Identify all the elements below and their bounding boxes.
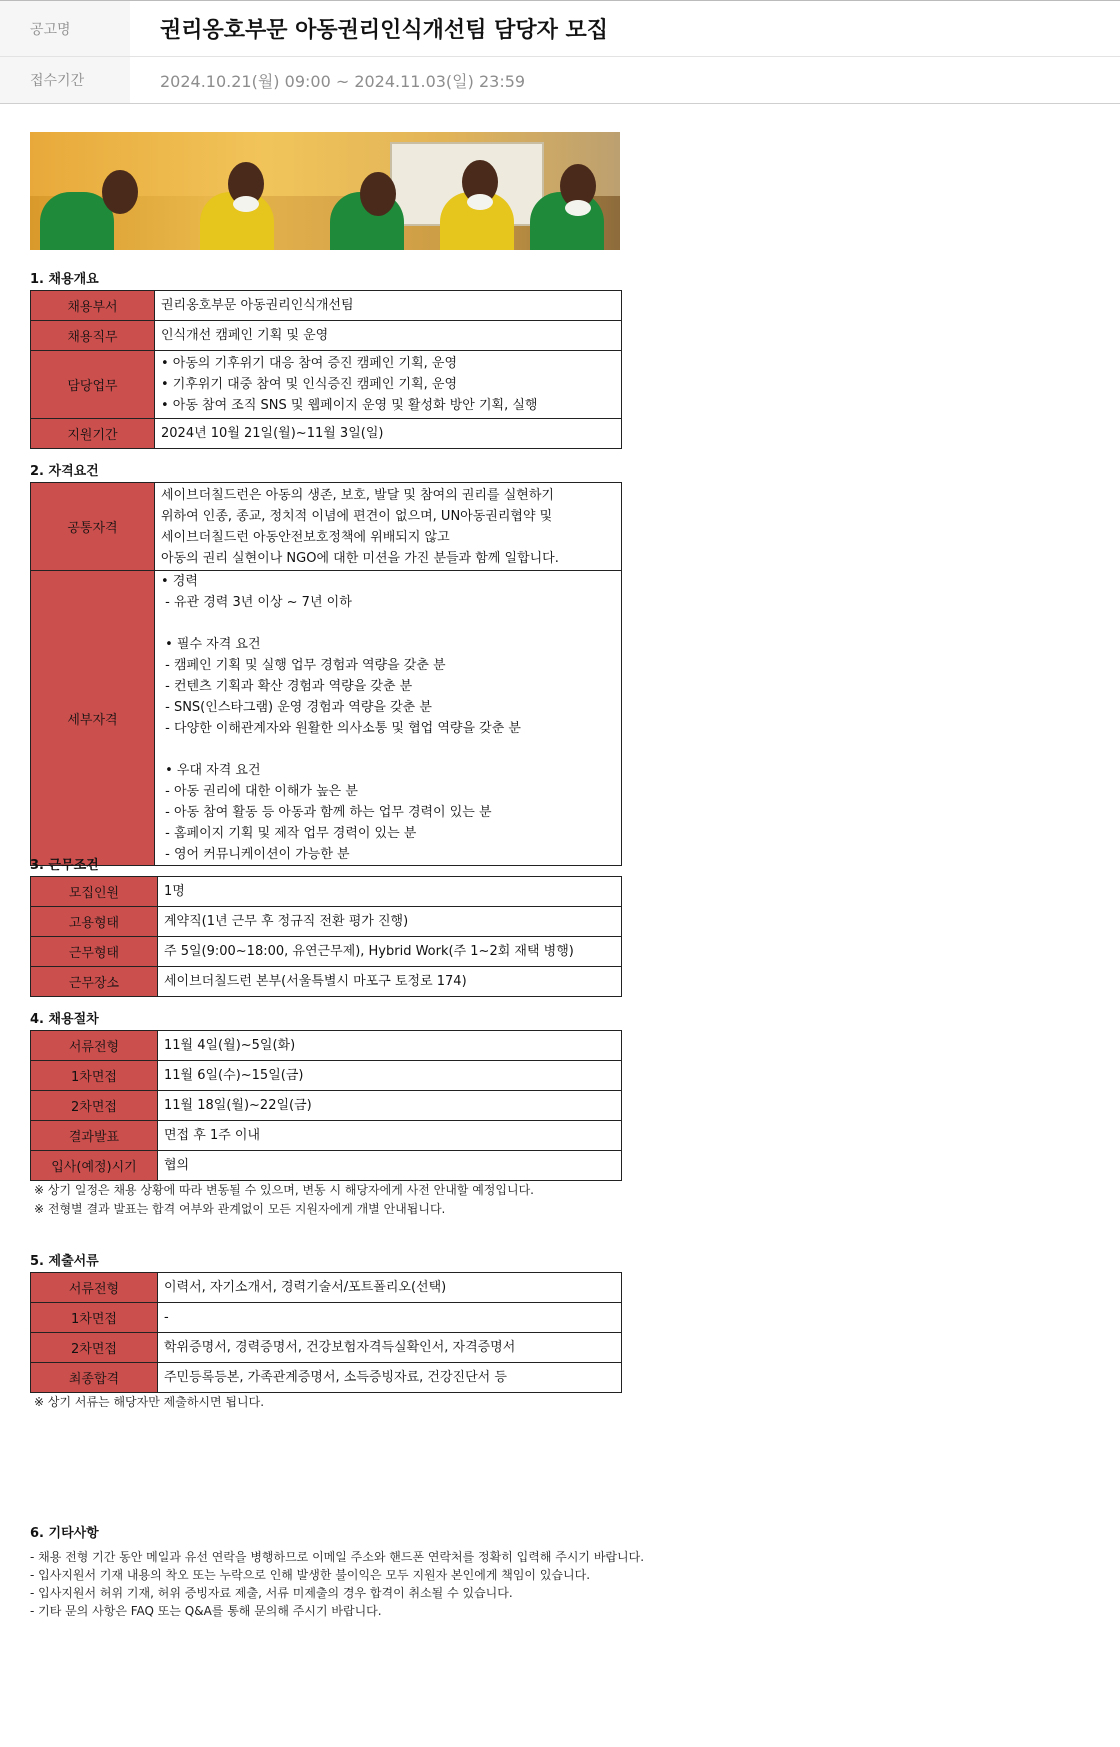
value-line: - 아동 권리에 대한 이해가 높은 분 bbox=[161, 784, 358, 799]
misc-line: - 입사지원서 기재 내용의 착오 또는 누락으로 인해 발생한 불이익은 모두 지원자 본인에게 책임이 있습니다. bbox=[30, 1568, 591, 1582]
value-line: 면접 후 1주 이내 bbox=[164, 1128, 261, 1143]
row-value bbox=[155, 419, 622, 449]
posting-content bbox=[30, 132, 670, 1618]
value-line: 학위증명서, 경력증명서, 건강보험자격득실확인서, 자격증명서 bbox=[164, 1340, 516, 1355]
row-label: 2차면접 bbox=[31, 1333, 158, 1363]
note-text: ※ 전형별 결과 발표는 합격 여부와 관계없이 모든 지원자에게 개별 안내됩니다. bbox=[34, 1202, 446, 1216]
row-label: 서류전형 bbox=[31, 1273, 158, 1303]
table-row bbox=[31, 351, 622, 419]
row-label: 세부자격 bbox=[31, 571, 155, 866]
table-row bbox=[31, 937, 622, 967]
table-row bbox=[31, 1031, 622, 1061]
row-value bbox=[155, 351, 622, 419]
value-line: 세이브더칠드런 아동안전보호정책에 위배되지 않고 bbox=[161, 529, 450, 545]
title-row bbox=[0, 1, 1120, 56]
value-line: - 아동 참여 활동 등 아동과 함께 하는 업무 경력이 있는 분 bbox=[161, 805, 492, 820]
value-line: 계약직(1년 근무 후 정규직 전환 평가 진행) bbox=[164, 914, 409, 929]
table-row bbox=[31, 877, 622, 907]
note-text: ※ 상기 서류는 해당자만 제출하시면 됩니다. bbox=[34, 1395, 265, 1409]
period-label: 접수기간 bbox=[0, 57, 130, 103]
section-s6 bbox=[30, 1524, 644, 1620]
table-row bbox=[31, 571, 622, 866]
value-line: 주 5일(9:00~18:00, 유연근무제), Hybrid Work(주 1~2회 재택 병행) bbox=[164, 944, 574, 959]
row-value bbox=[158, 1333, 622, 1363]
row-label: 근무장소 bbox=[31, 967, 158, 997]
row-value bbox=[158, 1151, 622, 1181]
table-row bbox=[31, 1151, 622, 1181]
section-heading: 4. 채용절차 bbox=[30, 1012, 99, 1027]
section-heading: 5. 제출서류 bbox=[30, 1254, 99, 1269]
value-line: 세이브더칠드런 본부(서울특별시 마포구 토정로 174) bbox=[164, 974, 467, 989]
row-value bbox=[158, 907, 622, 937]
s2-table bbox=[30, 482, 622, 866]
value-line: 협의 bbox=[164, 1158, 190, 1173]
value-line: • 우대 자격 요건 bbox=[161, 763, 261, 778]
section-heading: 2. 자격요건 bbox=[30, 464, 99, 479]
s5-table bbox=[30, 1272, 622, 1393]
row-label: 근무형태 bbox=[31, 937, 158, 967]
table-row bbox=[31, 1273, 622, 1303]
row-value bbox=[155, 291, 622, 321]
section-heading: 1. 채용개요 bbox=[30, 272, 99, 287]
table-row bbox=[31, 483, 622, 571]
value-line: • 아동의 기후위기 대응 참여 증진 캠페인 기획, 운영 bbox=[161, 356, 458, 371]
s4-table bbox=[30, 1030, 622, 1181]
row-value bbox=[158, 1273, 622, 1303]
row-label: 채용부서 bbox=[31, 291, 155, 321]
table-row bbox=[31, 1121, 622, 1151]
section-s3 bbox=[30, 856, 622, 997]
value-line: - 홈페이지 기획 및 제작 업무 경력이 있는 분 bbox=[161, 826, 417, 841]
value-line: 아동의 권리 실현이나 NGO에 대한 미션을 가진 분들과 함께 일합니다. bbox=[161, 550, 559, 566]
value-line: - 다양한 이해관계자와 원활한 의사소통 및 협업 역량을 갖춘 분 bbox=[161, 721, 521, 736]
value-line: • 필수 자격 요건 bbox=[161, 637, 261, 652]
table-row bbox=[31, 1091, 622, 1121]
row-label: 고용형태 bbox=[31, 907, 158, 937]
section-s2 bbox=[30, 462, 622, 866]
section-s4 bbox=[30, 1010, 622, 1219]
row-label: 채용직무 bbox=[31, 321, 155, 351]
value-line: - bbox=[164, 1310, 169, 1325]
row-value bbox=[158, 1091, 622, 1121]
value-line: 1명 bbox=[164, 884, 185, 899]
misc-line: - 기타 문의 사항은 FAQ 또는 Q&A를 통해 문의해 주시기 바랍니다. bbox=[30, 1604, 382, 1618]
table-row bbox=[31, 321, 622, 351]
value-line: • 경력 bbox=[161, 574, 198, 589]
row-value bbox=[158, 1363, 622, 1393]
s3-table bbox=[30, 876, 622, 997]
misc-list bbox=[30, 1548, 644, 1620]
table-row bbox=[31, 1303, 622, 1333]
value-line: - SNS(인스타그램) 운영 경험과 역량을 갖춘 분 bbox=[161, 700, 432, 715]
table-row bbox=[31, 967, 622, 997]
misc-line: - 입사지원서 허위 기재, 허위 증빙자료 제출, 서류 미제출의 경우 합격이 취소될 수 있습니다. bbox=[30, 1586, 513, 1600]
title-label: 공고명 bbox=[0, 1, 130, 56]
row-value bbox=[155, 321, 622, 351]
value-line: 11월 4일(월)~5일(화) bbox=[164, 1038, 296, 1053]
row-label: 1차면접 bbox=[31, 1061, 158, 1091]
job-posting-header bbox=[0, 0, 1120, 104]
s1-table bbox=[30, 290, 622, 449]
note-text: ※ 상기 일정은 채용 상황에 따라 변동될 수 있으며, 변동 시 해당자에게 사전 안내할 예정입니다. bbox=[34, 1183, 534, 1197]
period-row bbox=[0, 56, 1120, 103]
section-heading: 6. 기타사항 bbox=[30, 1526, 99, 1541]
row-value bbox=[158, 1121, 622, 1151]
value-line: • 아동 참여 조직 SNS 및 웹페이지 운영 및 활성화 방안 기획, 실행 bbox=[161, 398, 538, 413]
value-line bbox=[161, 739, 615, 760]
row-label: 결과발표 bbox=[31, 1121, 158, 1151]
section-s5 bbox=[30, 1252, 622, 1412]
row-value bbox=[158, 1061, 622, 1091]
value-line: - 유관 경력 3년 이상 ~ 7년 이하 bbox=[161, 595, 352, 610]
section-s1 bbox=[30, 270, 622, 449]
value-line: - 영어 커뮤니케이션이 가능한 분 bbox=[161, 847, 350, 862]
row-value bbox=[158, 937, 622, 967]
value-line: 11월 18일(월)~22일(금) bbox=[164, 1098, 312, 1113]
table-row bbox=[31, 419, 622, 449]
row-label: 지원기간 bbox=[31, 419, 155, 449]
value-line: 2024년 10월 21일(월)~11월 3일(일) bbox=[161, 426, 384, 441]
row-value bbox=[155, 483, 622, 571]
value-line: 세이브더칠드런은 아동의 생존, 보호, 발달 및 참여의 권리를 실현하기 bbox=[161, 487, 554, 503]
value-line: - 컨텐츠 기획과 확산 경험과 역량을 갖춘 분 bbox=[161, 679, 413, 694]
row-label: 담당업무 bbox=[31, 351, 155, 419]
row-label: 최종합격 bbox=[31, 1363, 158, 1393]
row-label: 모집인원 bbox=[31, 877, 158, 907]
banner-image bbox=[30, 132, 620, 250]
table-row bbox=[31, 291, 622, 321]
row-label: 1차면접 bbox=[31, 1303, 158, 1333]
value-line: 주민등록등본, 가족관계증명서, 소득증빙자료, 건강진단서 등 bbox=[164, 1370, 507, 1385]
row-value bbox=[158, 1031, 622, 1061]
value-line: 인식개선 캠페인 기획 및 운영 bbox=[161, 328, 329, 343]
row-label: 서류전형 bbox=[31, 1031, 158, 1061]
misc-line: - 채용 전형 기간 동안 메일과 유선 연락을 병행하므로 이메일 주소와 핸드폰 연락처를 정확히 입력해 주시기 바랍니다. bbox=[30, 1550, 645, 1564]
row-label: 2차면접 bbox=[31, 1091, 158, 1121]
posting-title: 권리옹호부문 아동권리인식개선팀 담당자 모집 bbox=[160, 18, 609, 43]
value-line: 11월 6일(수)~15일(금) bbox=[164, 1068, 304, 1083]
value-line: 위하여 인종, 종교, 정치적 이념에 편견이 없으며, UN아동권리협약 및 bbox=[161, 508, 553, 524]
section-heading: 3. 근무조건 bbox=[30, 858, 99, 873]
value-line: • 기후위기 대중 참여 및 인식증진 캠페인 기획, 운영 bbox=[161, 377, 458, 392]
table-row bbox=[31, 1363, 622, 1393]
value-line bbox=[161, 613, 615, 634]
value-line: - 캠페인 기획 및 실행 업무 경험과 역량을 갖춘 분 bbox=[161, 658, 446, 673]
row-value bbox=[155, 571, 622, 866]
row-value bbox=[158, 967, 622, 997]
table-row bbox=[31, 907, 622, 937]
application-period: 2024.10.21(월) 09:00 ~ 2024.11.03(일) 23:59 bbox=[160, 71, 526, 91]
row-label: 입사(예정)시기 bbox=[31, 1151, 158, 1181]
row-value bbox=[158, 877, 622, 907]
value-line: 권리옹호부문 아동권리인식개선팀 bbox=[161, 298, 354, 313]
row-label: 공통자격 bbox=[31, 483, 155, 571]
table-row bbox=[31, 1333, 622, 1363]
row-value bbox=[158, 1303, 622, 1333]
value-line: 이력서, 자기소개서, 경력기술서/포트폴리오(선택) bbox=[164, 1280, 447, 1295]
table-row bbox=[31, 1061, 622, 1091]
